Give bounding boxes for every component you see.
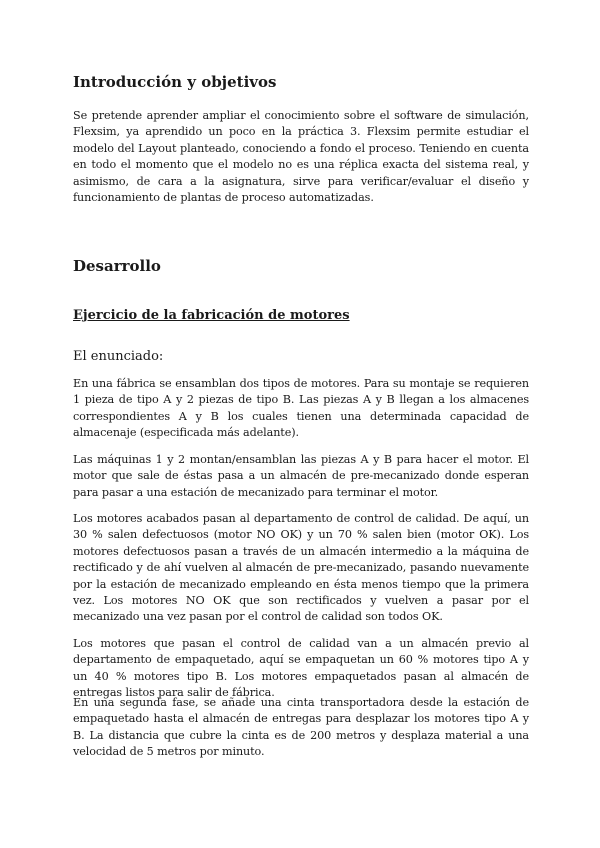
statement-label: El enunciado: xyxy=(73,349,164,364)
exercise-title: Ejercicio de la fabricación de motores xyxy=(73,308,350,323)
intro-paragraph: Se pretende aprender ampliar el conocimiento sobre el software de simulación, Flexsim, ya aprendido un poco en la práctica 3. Flexsim permite estudiar el modelo del Layout planteado, conociendo a fondo el proceso. Teniendo en cuenta en todo el momento que el modelo no es una réplica exacta del sistema real, y asimismo, de cara a la asignatura, sirve para verificar/evaluar el diseño y funcionamiento de plantas de proceso automatizadas. xyxy=(73,109,529,205)
statement-paragraph-2: Las máquinas 1 y 2 montan/ensamblan las piezas A y B para hacer el motor. El motor que sale de éstas pasa a un almacén de pre-mecanizado donde esperan para pasar a una estación de mecanizado para terminar el motor. xyxy=(73,453,529,499)
intro-heading: Introducción y objetivos xyxy=(73,73,277,91)
statement-paragraph-1: En una fábrica se ensamblan dos tipos de motores. Para su montaje se requieren 1 pieza de tipo A y 2 piezas de tipo B. Las piezas A y B llegan a los almacenes correspondientes A y B los cuales tienen una determinada capacidad de almacenaje (especificada más adelante). xyxy=(73,377,529,440)
statement-paragraph-5: En una segunda fase, se añade una cinta transportadora desde la estación de empaquetado hasta el almacén de entregas para desplazar los motores tipo A y B. La distancia que cubre la cinta es de 200 metros y desplaza material a una velocidad de 5 metros por minuto. xyxy=(73,696,529,759)
development-heading: Desarrollo xyxy=(73,257,161,275)
statement-paragraph-3: Los motores acabados pasan al departamento de control de calidad. De aquí, un 30 % salen defectuosos (motor NO OK) y un 70 % salen bien (motor OK). Los motores defectuosos pasan a través de un almacén intermedio a la máquina de rectificado y de ahí vuelven al almacén de pre-mecanizado, pasando nuevamente por la estación de mecanizado empleando en ésta menos tiempo que la primera vez. Los motores NO OK que son rectificados y vuelven a pasar por el mecanizado una vez pasan por el control de calidad son todos OK. xyxy=(73,512,529,624)
statement-paragraph-4: Los motores que pasan el control de calidad van a un almacén previo al departamento de empaquetado, aquí se empaquetan un 60 % motores tipo A y un 40 % motores tipo B. Los motores empaquetados pasan al almacén de entregas listos para salir de fábrica. xyxy=(73,637,529,700)
